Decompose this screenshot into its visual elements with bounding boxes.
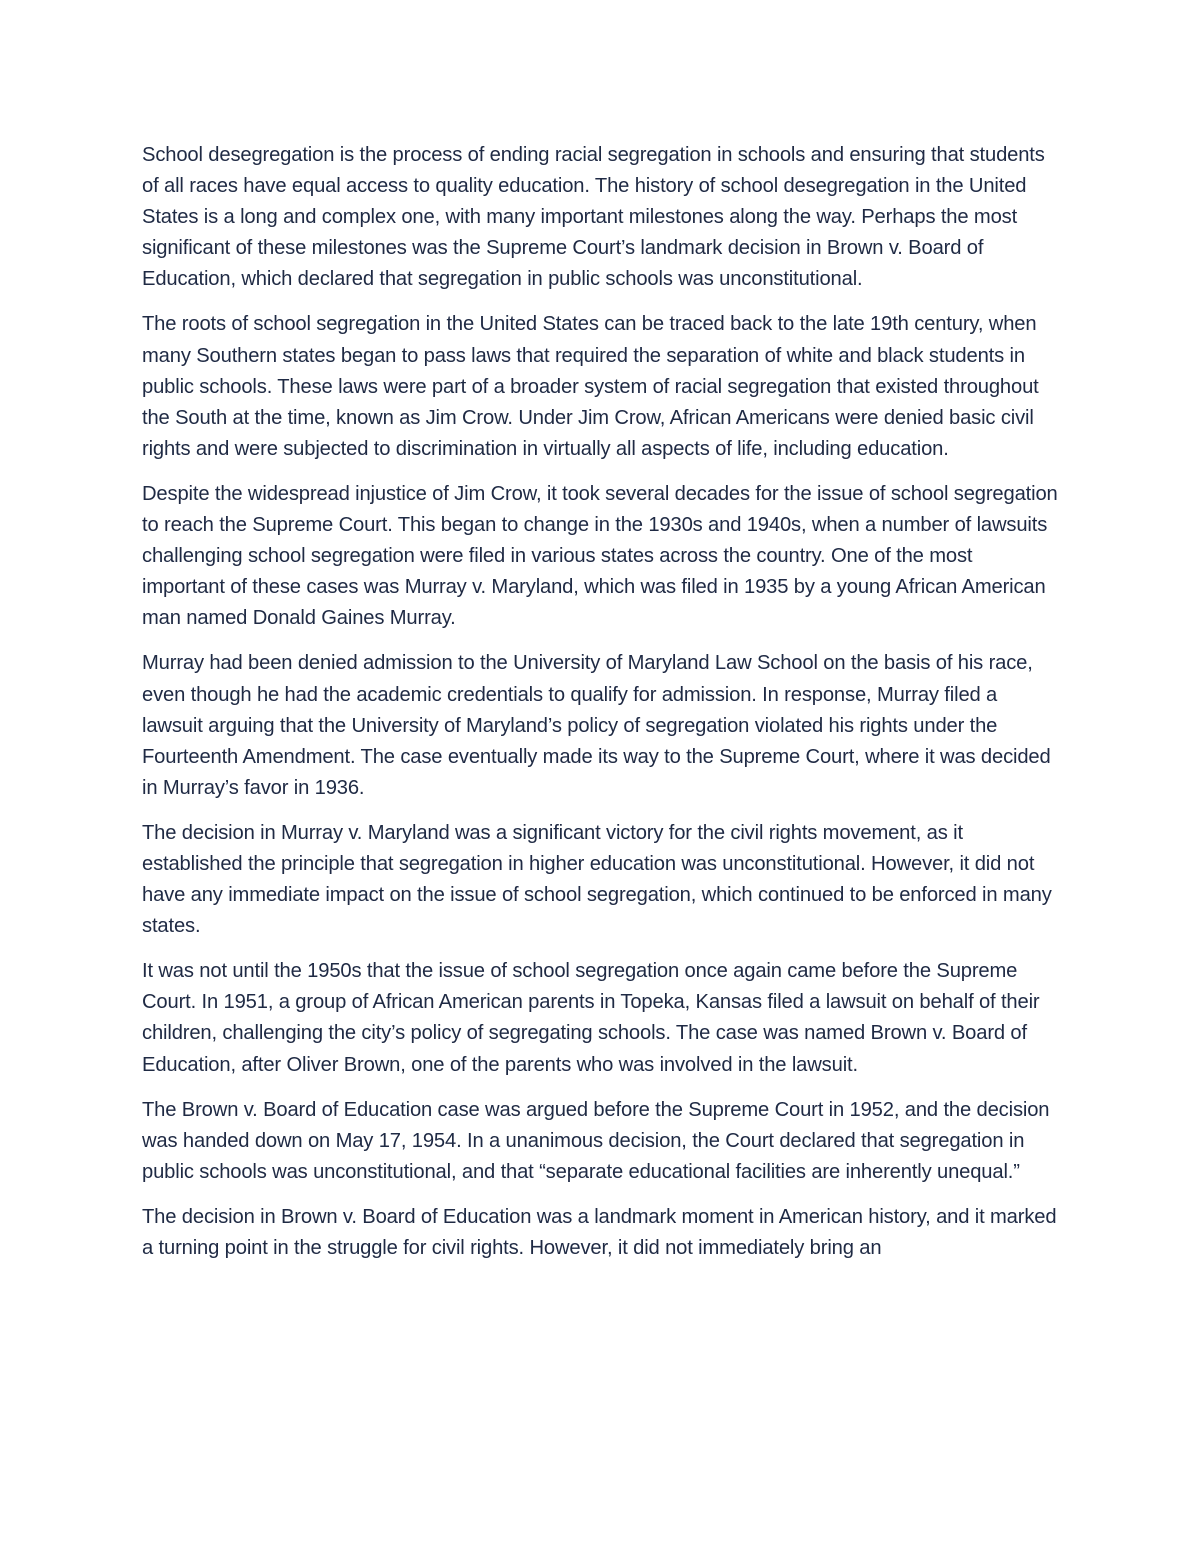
paragraph: The decision in Murray v. Maryland was a significant victory for the civil rights movement, as it established the principle that segregation in higher education was unconstitutional. However, it did not have any immediate impact on the issue of school segregation, which continued to be enforced in many states. [142, 821, 1052, 938]
paragraph: The decision in Brown v. Board of Education was a landmark moment in American history, and it marked a turning point in the struggle for civil rights. However, it did not immediately bring an [142, 1205, 1057, 1259]
paragraph: The roots of school segregation in the United States can be traced back to the late 19th century, when many Southern states began to pass laws that required the separation of white and black students in public schools. These laws were part of a broader system of racial segregation that existed throughout the South at the time, known as Jim Crow. Under Jim Crow, African Americans were denied basic civil rights and were subjected to discrimination in virtually all aspects of life, including education. [142, 313, 1039, 460]
paragraph: Murray had been denied admission to the University of Maryland Law School on the basis of his race, even though he had the academic credentials to qualify for admission. In response, Murray filed a lawsuit arguing that the University of Maryland’s policy of segregation violated his rights under the Fourteenth Amendment. The case eventually made its way to the Supreme Court, where it was decided in Murray’s favor in 1936. [142, 652, 1051, 799]
paragraph: School desegregation is the process of ending racial segregation in schools and ensuring that students of all races have equal access to quality education. The history of school desegregation in the United States is a long and complex one, with many important milestones along the way. Perhaps the most significant of these milestones was the Supreme Court’s landmark decision in Brown v. Board of Education, which declared that segregation in public schools was unconstitutional. [142, 144, 1045, 291]
paragraph: Despite the widespread injustice of Jim Crow, it took several decades for the issue of school segregation to reach the Supreme Court. This began to change in the 1930s and 1940s, when a number of lawsuits challenging school segregation were filed in various states across the country. One of the most important of these cases was Murray v. Maryland, which was filed in 1935 by a young African American man named Donald Gaines Murray. [142, 482, 1058, 630]
document-body [142, 140, 1060, 1278]
paragraph: The Brown v. Board of Education case was argued before the Supreme Court in 1952, and the decision was handed down on May 17, 1954. In a unanimous decision, the Court declared that segregation in public schools was unconstitutional, and that “separate educational facilities are inherently unequal.” [142, 1098, 1050, 1183]
paragraph: It was not until the 1950s that the issue of school segregation once again came before the Supreme Court. In 1951, a group of African American parents in Topeka, Kansas filed a lawsuit on behalf of their children, challenging the city’s policy of segregating schools. The case was named Brown v. Board of Education, after Oliver Brown, one of the parents who was involved in the lawsuit. [142, 960, 1040, 1076]
